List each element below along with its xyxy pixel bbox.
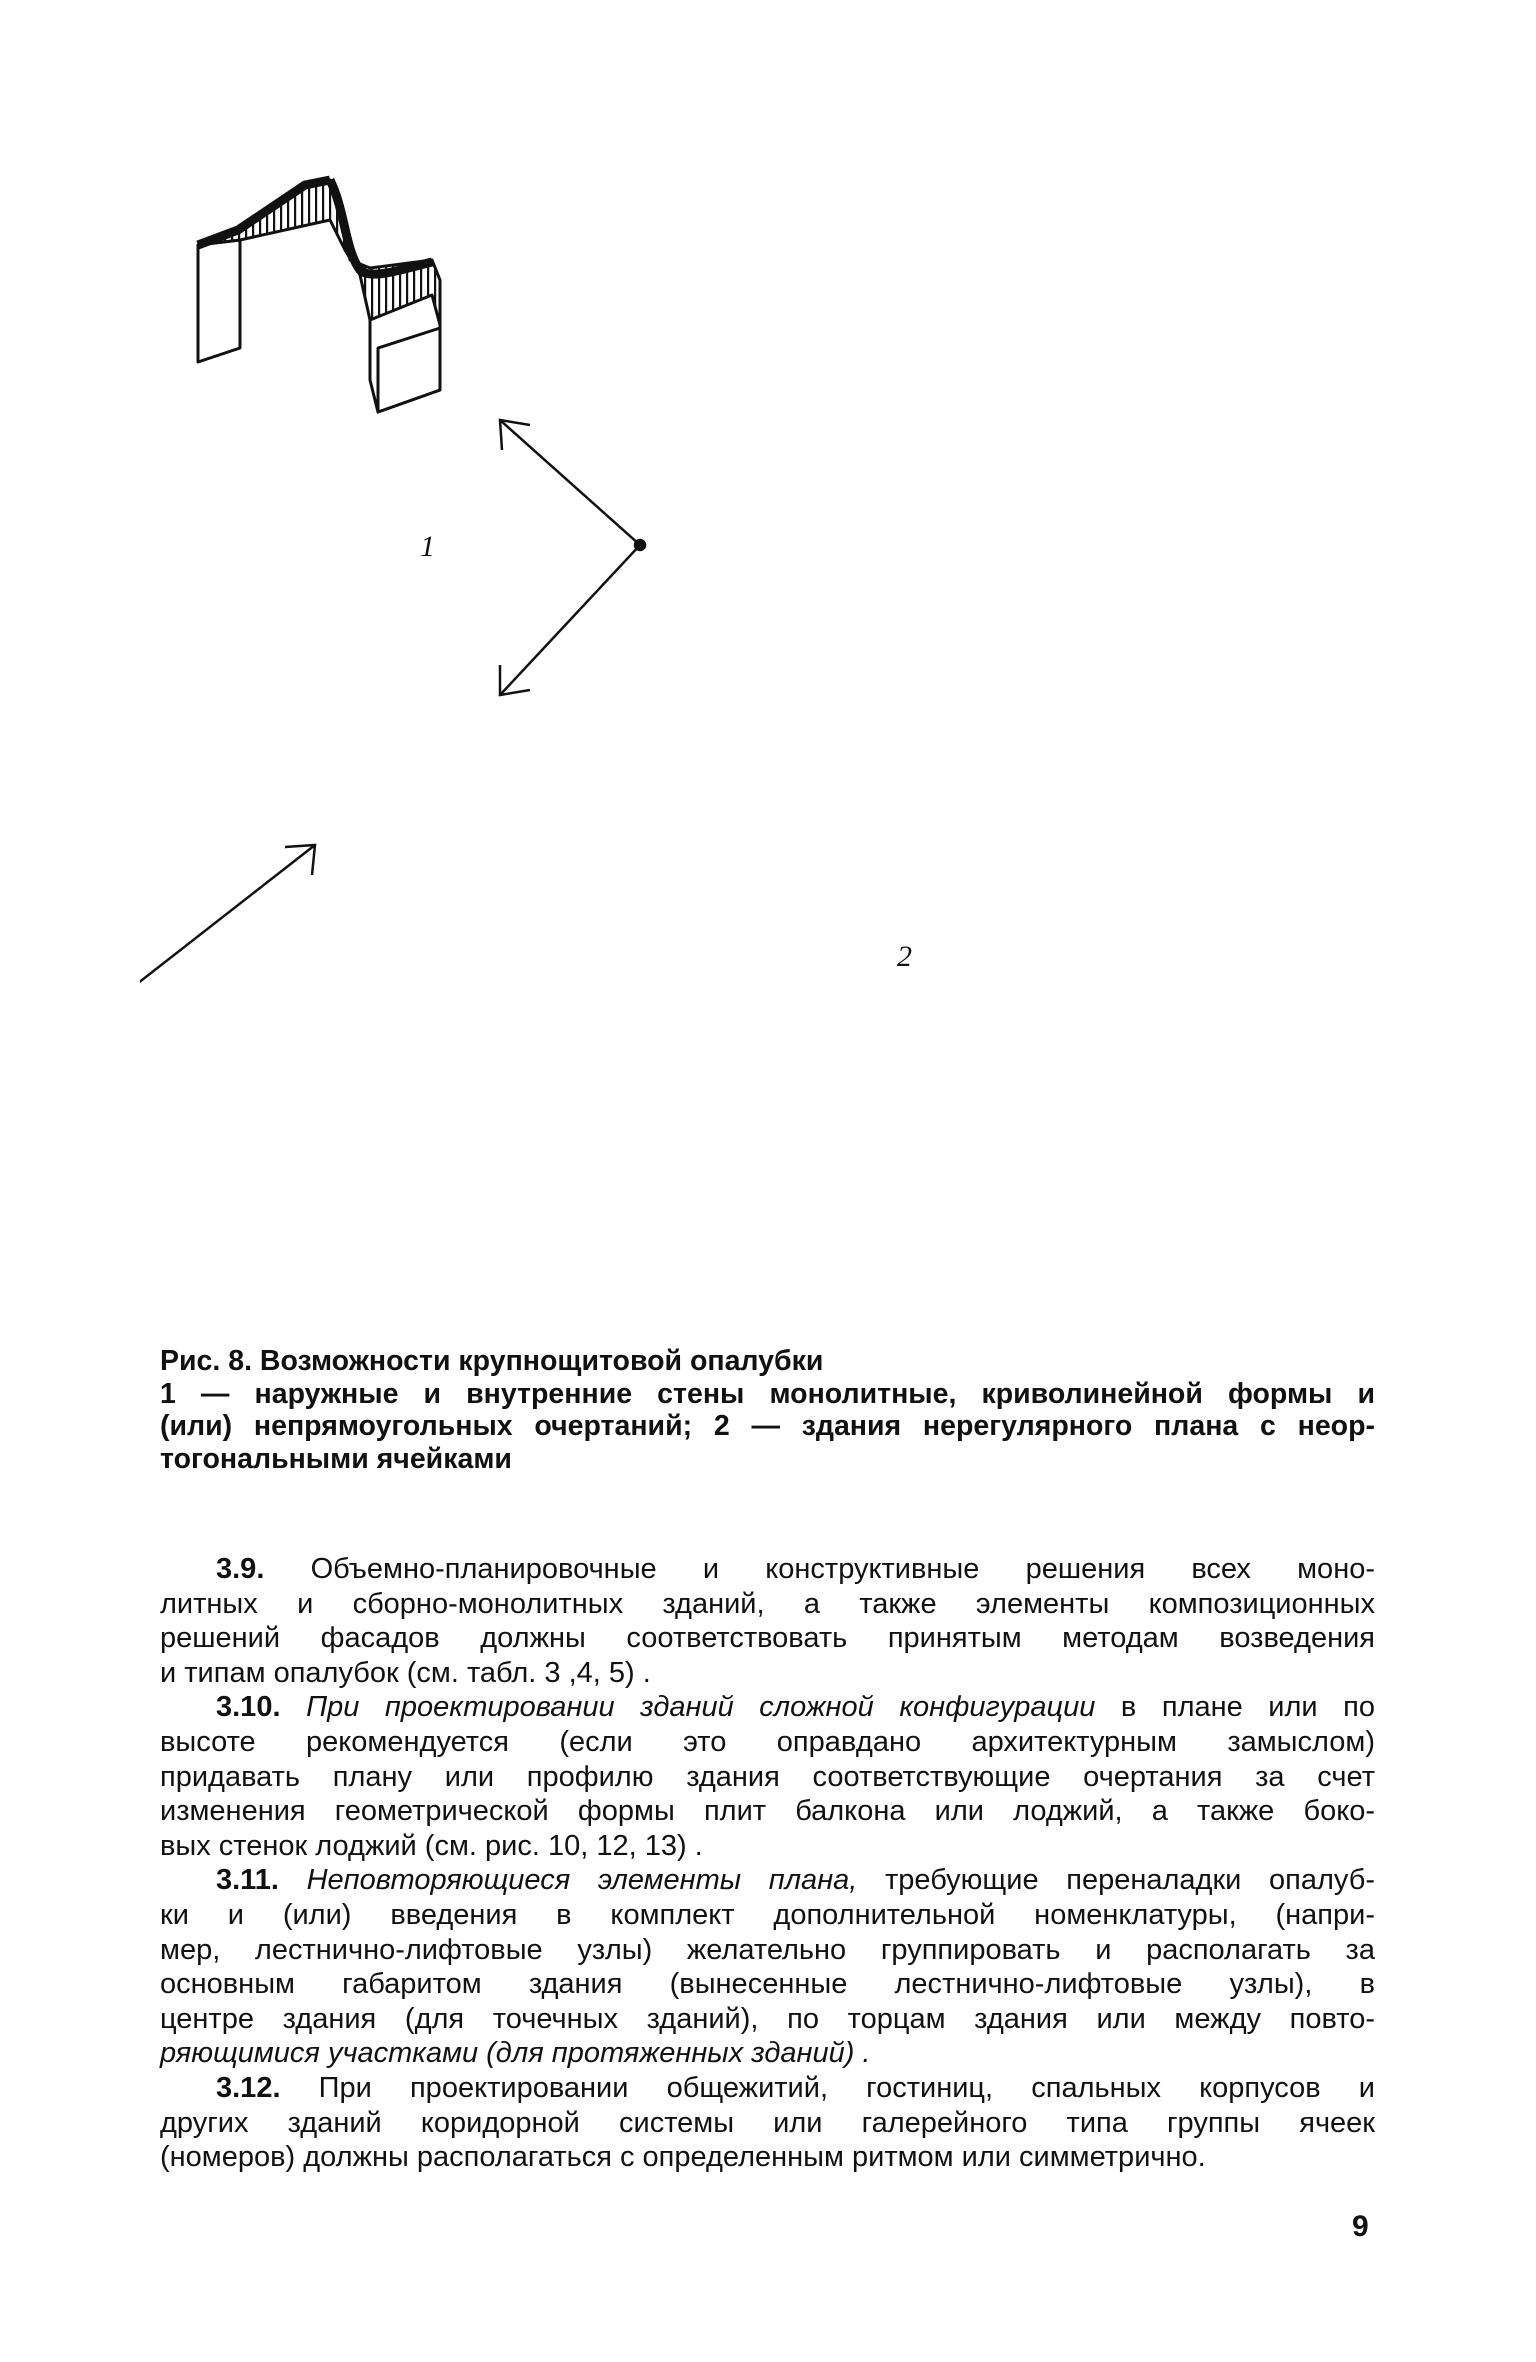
figure-label-1: 1 bbox=[420, 530, 435, 563]
body-text bbox=[160, 1552, 1375, 2175]
page-number: 9 bbox=[1352, 2210, 1369, 2243]
text-span: требующие переналадки опалуб- bbox=[857, 1864, 1375, 1897]
paragraph-3-11-line: ряющимися участками (для протяженных зданий) . bbox=[160, 2037, 871, 2070]
paragraph-3-12-line: (номеров) должны располагаться с определенным ритмом или симметрично. bbox=[160, 2141, 1206, 2174]
paragraph-number: 3.11. bbox=[216, 1864, 279, 1897]
paragraph-3-10-line: высоте рекомендуется (если это оправдано архитектурным замыслом) bbox=[160, 1725, 1375, 1758]
paragraph-3-11-line: ки и (или) введения в комплект дополнительной номенклатуры, (напри- bbox=[160, 1898, 1375, 1931]
text-span: Объемно-планировочные и конструктивные решения всех моно- bbox=[310, 1553, 1375, 1585]
paragraph-3-10-line: вых стенок лоджий (см. рис. 10, 12, 13) . bbox=[160, 1829, 703, 1862]
paragraph-3-11-line: центре здания (для точечных зданий), по торцам здания или между повто- bbox=[160, 2002, 1375, 2035]
caption-line: 1 — наружные и внутренние стены монолитные, криволинейной формы и bbox=[160, 1377, 1375, 1410]
text-span: При проектировании общежитий, гостиниц, спальных корпусов и bbox=[280, 2071, 1375, 2104]
italic-lead: При проектировании зданий сложной конфигурации bbox=[306, 1691, 1096, 1724]
paragraph-number: 3.9. bbox=[216, 1553, 265, 1585]
caption-title: Рис. 8. Возможности крупнощитовой опалубки bbox=[160, 1345, 824, 1377]
paragraph-number: 3.10. bbox=[216, 1691, 281, 1724]
figure-caption bbox=[160, 1345, 1375, 1475]
paragraph-3-11-line: основным габаритом здания (вынесенные лестнично-лифтовые узлы), в bbox=[160, 1968, 1375, 2001]
caption-line: тогональными ячейками bbox=[160, 1442, 512, 1475]
paragraph-3-12-line: других зданий коридорной системы или галерейного типа группы ячеек bbox=[160, 2106, 1375, 2139]
s-shaped-wall-panel bbox=[198, 180, 440, 412]
paragraph-3-11-line: мер, лестнично-лифтовые узлы) желательно группировать и располагать за bbox=[160, 1933, 1375, 1966]
paragraph-3-10-line: изменения геометрической формы плит балкона или лоджий, а также боко- bbox=[160, 1795, 1375, 1828]
paragraph-3-9-line bbox=[160, 1552, 1375, 1587]
paragraph-3-11-line bbox=[160, 1863, 1375, 1898]
paragraph-3-10-line bbox=[160, 1690, 1375, 1725]
figure-8-illustration bbox=[140, 150, 1400, 1320]
caption-line: (или) непрямоугольных очертаний; 2 — здания нерегулярного плана с неор- bbox=[160, 1410, 1375, 1442]
paragraph-number: 3.12. bbox=[216, 2071, 281, 2104]
text-span: в плане или по bbox=[1095, 1691, 1376, 1724]
figure-label-2: 2 bbox=[897, 940, 912, 973]
paragraph-3-10-line: придавать плану или профилю здания соответствующие очертания за счет bbox=[160, 1760, 1375, 1793]
paragraph-3-9-line: и типам опалубок (см. табл. 3 ,4, 5) . bbox=[160, 1656, 651, 1689]
paragraph-3-12-line bbox=[160, 2071, 1375, 2106]
paragraph-3-9-line: литных и сборно-монолитных зданий, а также элементы композиционных bbox=[160, 1587, 1375, 1620]
arrows-label-1 bbox=[140, 420, 645, 1010]
italic-lead: Неповторяющиеся элементы плана, bbox=[306, 1864, 858, 1897]
paragraph-3-9-line: решений фасадов должны соответствовать принятым методам возведения bbox=[160, 1622, 1375, 1655]
